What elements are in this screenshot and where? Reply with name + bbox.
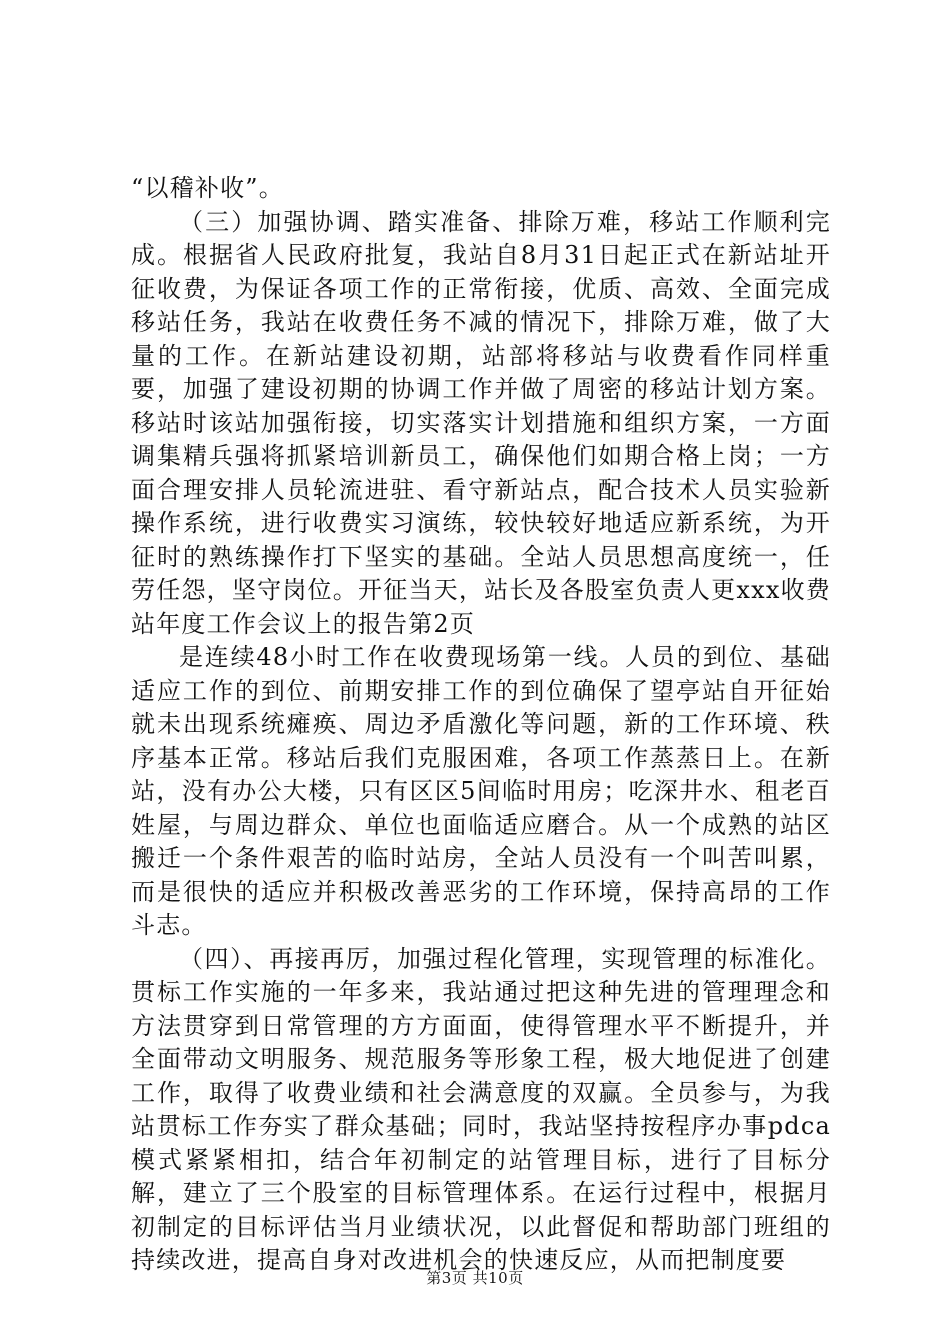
paragraph-relocation-details: 是连续48小时工作在收费现场第一线。人员的到位、基础适应工作的到位、前期安排工作的到位确保了望亭站自开征始就未出现系统瘫痪、周边矛盾激化等问题，新的工作环境、秩序基本正常。移站后我们克服困难，各项工作蒸蒸日上。在新站，没有办公大楼，只有区区5间临时用房；吃深井水、租老百姓屋，与周边群众、单位也面临适应磨合。从一个成熟的站区搬迁一个条件艰苦的临时站房，全站人员没有一个叫苦叫累，而是很快的适应并积极改善恶劣的工作环境，保持高昂的工作斗志。: [131, 643, 831, 939]
paragraph-section-four: （四）、再接再厉，加强过程化管理，实现管理的标准化。贯标工作实施的一年多来，我站通过把这种先进的管理理念和方法贯穿到日常管理的方方面面，使得管理水平不断提升，并全面带动文明服务、规范服务等形象工程，极大地促进了创建工作，取得了收费业绩和社会满意度的双赢。全员参与，为我站贯标工作夯实了群众基础；同时，我站坚持按程序办事pdca模式紧紧相扣，结合年初制定的站管理目标，进行了目标分解，建立了三个股室的目标管理体系。在运行过程中，根据月初制定的目标评估当月业绩状况，以此督促和帮助部门班组的持续改进，提高自身对改进机会的快速反应，从而把制度要: [131, 944, 831, 1274]
document-body: [131, 172, 831, 1278]
paragraph-section-three: （三）加强协调、踏实准备、排除万难，移站工作顺利完成。根据省人民政府批复，我站自8月31日起正式在新站址开征收费，为保证各项工作的正常衔接，优质、高效、全面完成移站任务，我站在收费任务不减的情况下，排除万难，做了大量的工作。在新站建设初期，站部将移站与收费看作同样重要，加强了建设初期的协调工作并做了周密的移站计划方案。移站时该站加强衔接，切实落实计划措施和组织方案，一方面调集精兵强将抓紧培训新员工，确保他们如期合格上岗；一方面合理安排人员轮流进驻、看守新站点，配合技术人员实验新操作系统，进行收费实习演练，较快较好地适应新系统，为开征时的熟练操作打下坚实的基础。全站人员思想高度统一，任劳任怨，坚守岗位。开征当天，站长及各股室负责人更xxx收费站年度工作会议上的报告第2页: [131, 207, 831, 638]
paragraph-continuation: “以稽补收”。: [131, 174, 284, 202]
page-footer: 第3页 共10页: [426, 1269, 524, 1287]
